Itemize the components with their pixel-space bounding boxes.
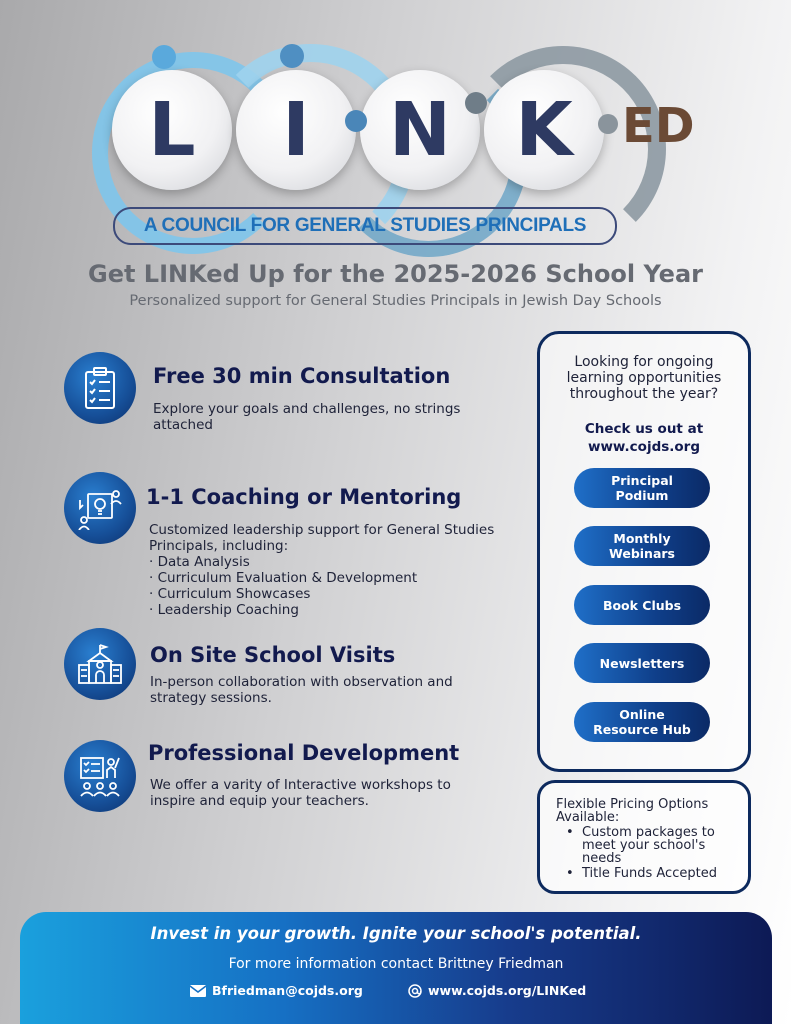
logo-letter-I bbox=[236, 70, 356, 190]
page-headline: Get LINKed Up for the 2025-2026 School Year bbox=[88, 260, 703, 288]
presenter-audience-icon bbox=[64, 740, 136, 812]
list-item: · Curriculum Evaluation & Development bbox=[149, 570, 418, 586]
book-clubs-button[interactable]: Book Clubs bbox=[574, 585, 710, 625]
logo-letter-l-text: L bbox=[148, 87, 196, 173]
logo-letter-N bbox=[360, 70, 480, 190]
online-resource-hub-button[interactable]: Online Resource Hub bbox=[574, 702, 710, 742]
logo-letter-k-text: K bbox=[515, 87, 573, 173]
service-title-coaching: 1-1 Coaching or Mentoring bbox=[146, 485, 462, 509]
service-title-school-visits: On Site School Visits bbox=[150, 643, 396, 667]
council-banner: A COUNCIL FOR GENERAL STUDIES PRINCIPALS bbox=[113, 207, 617, 245]
service-title-consultation: Free 30 min Consultation bbox=[153, 364, 451, 388]
service-desc-school-visits: In-person collaboration with observation and strategy sessions. bbox=[150, 674, 453, 706]
school-building-icon bbox=[64, 628, 136, 700]
service-desc-professional-development: We offer a varity of Interactive workshops to inspire and equip your teachers. bbox=[150, 777, 451, 809]
list-item: · Curriculum Showcases bbox=[149, 586, 311, 602]
logo-suffix-ed: ED bbox=[622, 98, 695, 154]
footer-website-link[interactable] bbox=[408, 983, 586, 998]
learning-opportunities-box bbox=[537, 331, 751, 772]
logo-letter-n-text: N bbox=[389, 87, 451, 173]
clipboard-checklist-icon bbox=[64, 352, 136, 424]
sidebar-check-us-out: Check us out at www.cojds.org bbox=[584, 421, 704, 455]
logo-dot-4 bbox=[465, 92, 487, 114]
bullet-text: Curriculum Evaluation & Development bbox=[157, 570, 418, 586]
logo-letter-K bbox=[484, 70, 604, 190]
logo-dot-5 bbox=[598, 114, 618, 134]
list-item: · Leadership Coaching bbox=[149, 602, 299, 618]
linked-logo bbox=[0, 0, 791, 200]
at-sign-icon bbox=[408, 984, 422, 998]
footer-banner bbox=[20, 912, 772, 1024]
list-item: • Title Funds Accepted bbox=[560, 867, 740, 880]
envelope-icon bbox=[190, 985, 206, 997]
footer-email-link[interactable] bbox=[190, 983, 363, 998]
footer-email: Bfriedman@cojds.org bbox=[212, 983, 363, 998]
logo-letter-i-text: I bbox=[282, 87, 310, 173]
service-desc-coaching bbox=[149, 522, 499, 618]
coaching-lightbulb-icon bbox=[64, 472, 136, 544]
list-item: • Custom packages to meet your school's needs bbox=[560, 826, 740, 865]
pricing-title: Flexible Pricing Options Available: bbox=[556, 797, 709, 825]
footer-tagline: Invest in your growth. Ignite your school's potential. bbox=[150, 924, 642, 943]
sidebar-question: Looking for ongoing learning opportunities throughout the year? bbox=[566, 354, 722, 402]
bullet-text: Leadership Coaching bbox=[157, 602, 299, 618]
service-desc-coaching-intro: Customized leadership support for General Studies Principals, including: bbox=[149, 522, 495, 554]
logo-dot-3 bbox=[345, 110, 367, 132]
page-subheadline: Personalized support for General Studies Principals in Jewish Day Schools bbox=[129, 293, 662, 309]
logo-dot-2 bbox=[280, 44, 304, 68]
principal-podium-button[interactable]: Principal Podium bbox=[574, 468, 710, 508]
logo-letter-L bbox=[112, 70, 232, 190]
footer-contact-info: For more information contact Brittney Friedman bbox=[228, 956, 564, 972]
pricing-box bbox=[537, 780, 751, 894]
newsletters-button[interactable]: Newsletters bbox=[574, 643, 710, 683]
logo-dot-1 bbox=[152, 45, 176, 69]
service-title-professional-development: Professional Development bbox=[148, 741, 460, 765]
service-desc-consultation: Explore your goals and challenges, no strings attached bbox=[153, 401, 461, 433]
list-item: · Data Analysis bbox=[149, 554, 250, 570]
bullet-text: Curriculum Showcases bbox=[157, 586, 311, 602]
footer-website: www.cojds.org/LINKed bbox=[428, 983, 587, 998]
pricing-list bbox=[560, 826, 740, 882]
monthly-webinars-button[interactable]: Monthly Webinars bbox=[574, 526, 710, 566]
bullet-text: Data Analysis bbox=[157, 554, 250, 570]
